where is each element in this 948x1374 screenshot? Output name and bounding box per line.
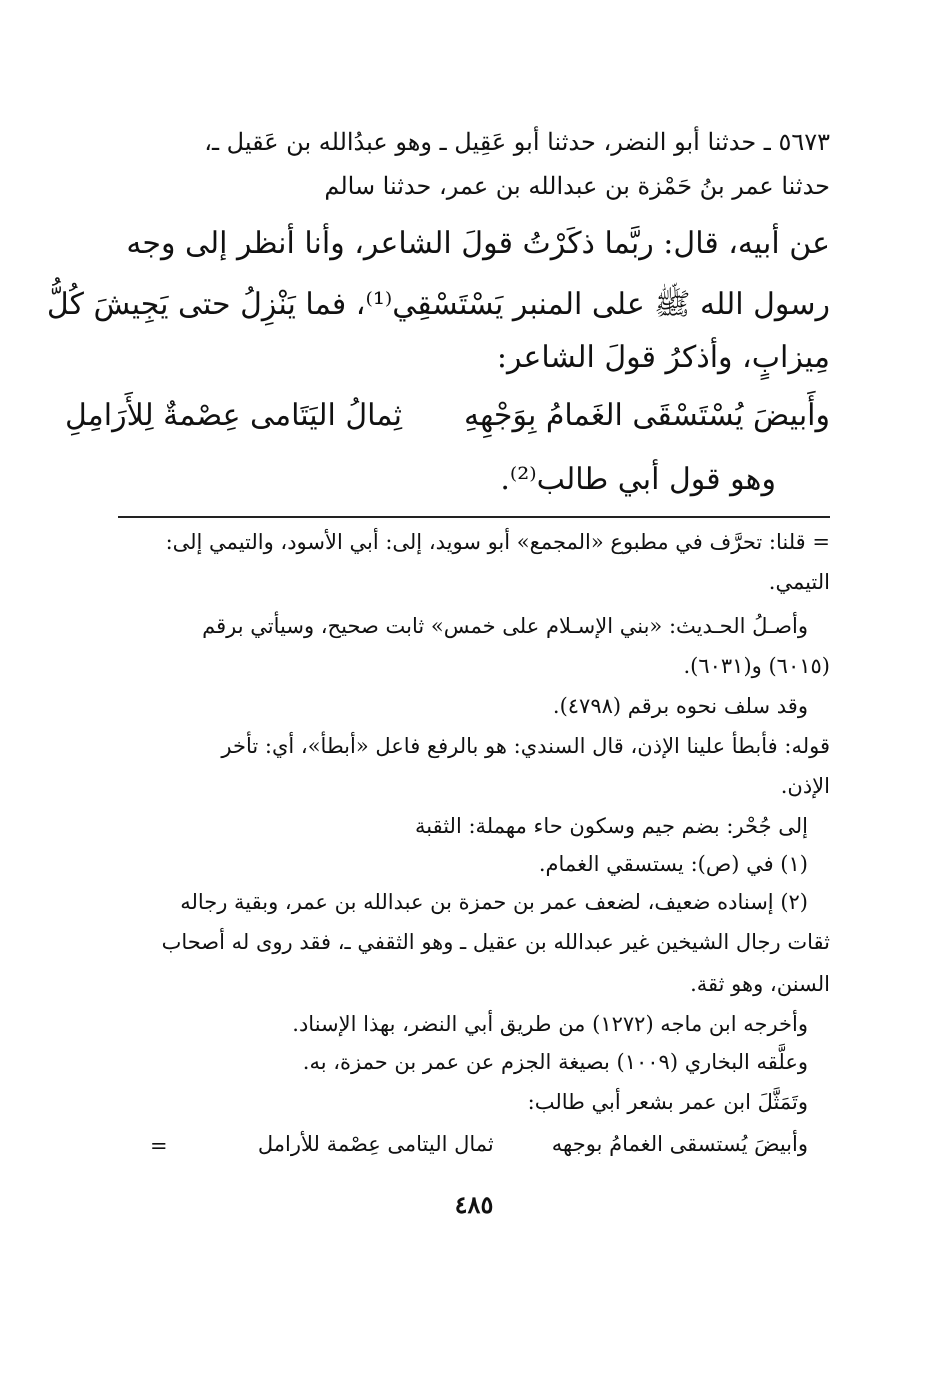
footnote-verse-first-half: وأبيضَ يُستسقى الغمامُ بوجهه	[551, 1132, 808, 1156]
continuation-mark: =	[150, 1134, 168, 1158]
isnad-line-1: ٥٦٧٣ ـ حدثنا أبو النضر، حدثنا أبو عَقِيل ـ وهو عبدُالله بن عَقيل ـ،	[204, 128, 830, 156]
footnote-line: وتَمَثَّلَ ابن عمر بشعر أبي طالب:	[527, 1090, 808, 1114]
closing-line: وهو قول أبي طالب⁽²⁾.	[500, 462, 776, 497]
isnad-line-2: حدثنا عمر بنُ حَمْزة بن عبدالله بن عمر، حدثنا سالم	[324, 172, 830, 200]
matn-line-1: عن أبيه، قال: ربَّما ذكَرْتُ قولَ الشاعر، وأنا أنظر إلى وجه	[126, 226, 830, 261]
verse-second-half: ثِمالُ اليَتَامى عِصْمةٌ لِلأَرَامِلِ	[64, 398, 402, 433]
footnote-line: التيمي.	[768, 570, 830, 594]
footnote-line: وقد سلف نحوه برقم (٤٧٩٨).	[552, 694, 808, 718]
footnote-line: وأصـلُ الحـديث: «بني الإسـلام على خمس» ثابت صحيح، وسيأتي برقم	[202, 614, 808, 638]
poem-verse	[65, 398, 830, 433]
footnote-line: ثقات رجال الشيخين غير عبدالله بن عقيل ـ وهو الثقفي ـ، فقد روى له أصحاب	[161, 930, 830, 954]
footnote-separator	[118, 516, 830, 518]
footnote-line: الإذن.	[780, 774, 830, 798]
footnote-line: قوله: فأبطأ علينا الإذن، قال السندي: هو بالرفع فاعل «أبطأ»، أي: تأخر	[221, 734, 830, 758]
matn-line-3: مِيزابٍ، وأذكرُ قولَ الشاعر:	[496, 340, 830, 375]
footnote-verse	[258, 1132, 808, 1156]
footnote-line: إلى جُحْر: بضم جيم وسكون حاء مهملة: الثقبة	[415, 814, 808, 838]
matn-line-2: رسول الله ﷺ على المنبر يَسْتَسْقِي⁽¹⁾، فما يَنْزِلُ حتى يَجِيشَ كُلُّ	[46, 287, 830, 322]
footnote-line: (٦٠١٥) و(٦٠٣١).	[683, 654, 830, 678]
verse-first-half: وأَبيضَ يُسْتَسْقَى الغَمامُ بِوَجْهِهِ	[463, 398, 830, 433]
footnote-line: = قلنا: تحرَّف في مطبوع «المجمع» أبو سويد، إلى: أبي الأسود، والتيمي إلى:	[165, 530, 830, 554]
footnote-line: السنن، وهو ثقة.	[690, 972, 830, 996]
footnote-line: وأخرجه ابن ماجه (١٢٧٢) من طريق أبي النضر، بهذا الإسناد.	[292, 1012, 808, 1036]
footnote-2: (٢) إسناده ضعيف، لضعف عمر بن حمزة بن عبدالله بن عمر، وبقية رجاله	[180, 890, 808, 914]
footnote-verse-second-half: ثمال اليتامى عِصْمة للأرامل	[257, 1132, 494, 1156]
page-number: ٤٨٥	[454, 1190, 494, 1219]
footnote-1: (١) في (ص): يستسقي الغمام.	[538, 852, 808, 876]
footnote-line: وعلَّقه البخاري (١٠٠٩) بصيغة الجزم عن عمر بن حمزة، به.	[302, 1050, 808, 1074]
